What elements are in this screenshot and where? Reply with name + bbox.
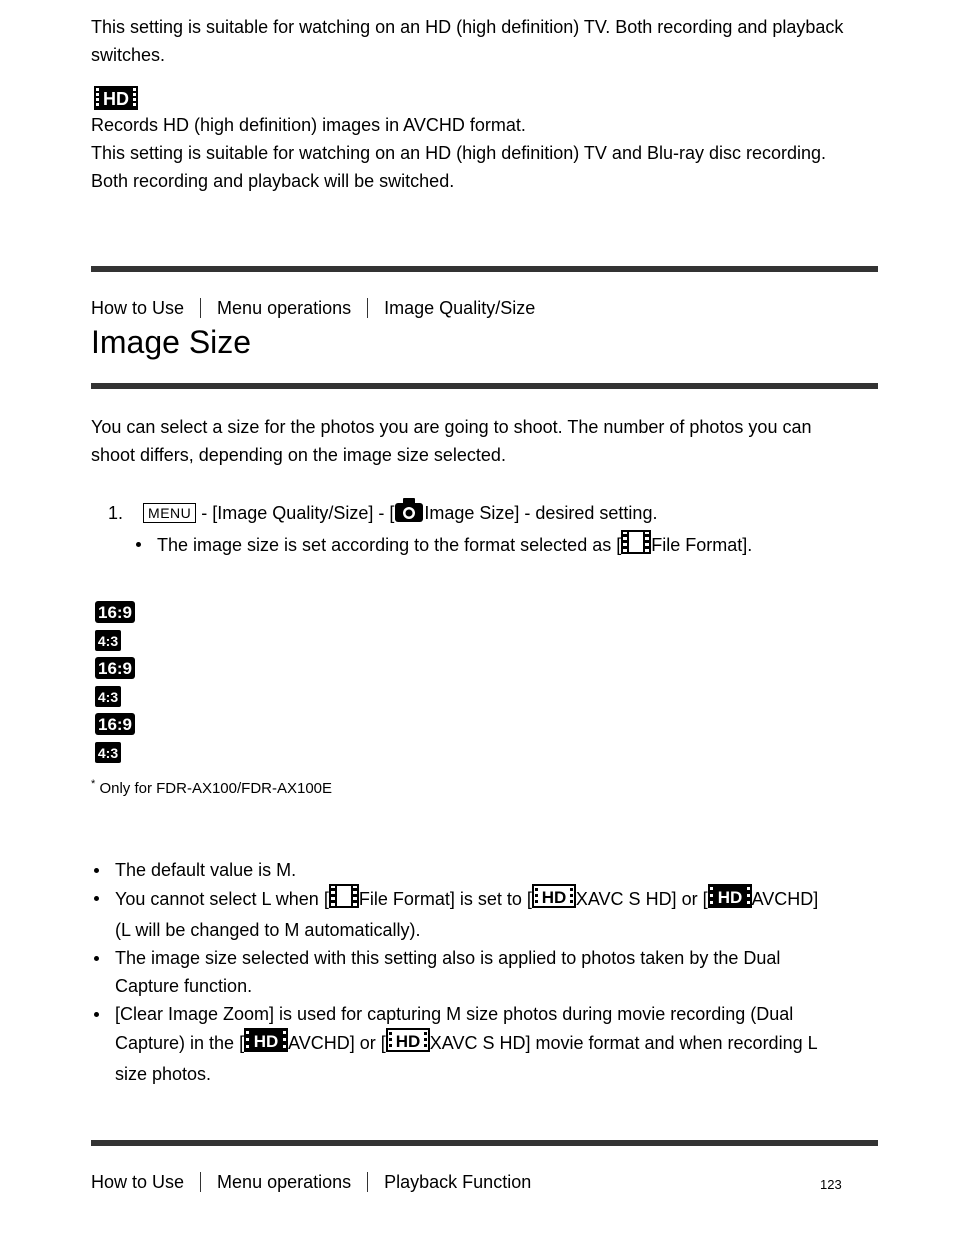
- ratio-label: 4:3: [97, 689, 119, 705]
- hd-outline-icon: [532, 884, 576, 916]
- step-number: 1.: [108, 502, 124, 523]
- step-text-1: - [Image Quality/Size] - [: [196, 502, 395, 523]
- breadcrumb-image-quality[interactable]: Image Quality/Size: [384, 298, 536, 318]
- breadcrumb-menu-operations[interactable]: Menu operations: [217, 298, 352, 318]
- intro-paragraph: [91, 413, 891, 469]
- section-divider-top: [91, 266, 878, 272]
- note-text: File Format] is set to [: [358, 888, 532, 909]
- note-text: XAVC S HD] movie format and when recording L: [429, 1032, 818, 1053]
- film-icon: [329, 884, 359, 916]
- breadcrumb-menu-operations[interactable]: Menu operations: [217, 1172, 352, 1192]
- page-title: Image Size: [91, 324, 252, 360]
- camera-icon: [394, 497, 424, 531]
- breadcrumb-separator: [200, 1172, 201, 1192]
- footer-divider: [91, 1140, 878, 1146]
- svg-text:HD: HD: [717, 888, 742, 907]
- ratio-label: 16:9: [97, 659, 133, 678]
- breadcrumb-how-to-use[interactable]: How to Use: [91, 1172, 185, 1192]
- step-bullet-pre: The image size is set according to the format selected as [: [157, 534, 622, 555]
- film-icon: [621, 530, 651, 562]
- ratio-16-9-icon: [95, 601, 135, 628]
- ratio-label: 16:9: [97, 715, 133, 734]
- intro-line-2: shoot differs, depending on the image size selected.: [91, 445, 506, 465]
- breadcrumb-separator: [200, 298, 201, 318]
- note-text: Capture) in the [: [115, 1032, 245, 1053]
- breadcrumb: [91, 297, 535, 319]
- ratio-label: 16:9: [97, 603, 133, 622]
- hd-desc-3: Both recording and playback will be switched.: [91, 171, 455, 191]
- note-text: size photos.: [115, 1064, 212, 1084]
- breadcrumb-separator: [367, 1172, 368, 1192]
- step-bullet-post: File Format].: [651, 534, 753, 555]
- svg-text:HD: HD: [395, 1032, 421, 1051]
- note-text: Capture function.: [115, 976, 253, 996]
- note-text: [Clear Image Zoom] is used for capturing M size photos during movie recording (Dual: [115, 1004, 794, 1024]
- top-paragraph: [91, 13, 891, 69]
- ratio-16-9-icon: [95, 713, 135, 740]
- title-divider: [91, 383, 878, 389]
- svg-text:HD: HD: [253, 1032, 279, 1051]
- note-text: XAVC S HD] or [: [575, 888, 708, 909]
- note-text: AVCHD]: [751, 888, 819, 909]
- svg-text:HD: HD: [541, 888, 567, 907]
- top-line-2: switches.: [91, 45, 166, 65]
- breadcrumb-separator: [367, 298, 368, 318]
- footnote-text: Only for FDR-AX100/FDR-AX100E: [95, 780, 333, 797]
- ratio-4-3-icon: [95, 742, 121, 768]
- breadcrumb-playback-function[interactable]: Playback Function: [384, 1172, 532, 1192]
- intro-line-1: You can select a size for the photos you are going to shoot. The number of photos you can: [91, 417, 812, 437]
- page-number: 123: [820, 1177, 842, 1192]
- notes-list: [91, 856, 881, 1088]
- ratio-4-3-icon: [95, 630, 121, 656]
- breadcrumb-how-to-use[interactable]: How to Use: [91, 298, 185, 318]
- footer-breadcrumb: [91, 1171, 531, 1193]
- ratio-16-9-icon: [95, 657, 135, 684]
- note-text: (L will be changed to M automatically).: [115, 920, 421, 940]
- hd-desc-1: Records HD (high definition) images in AVCHD format.: [91, 115, 526, 135]
- hd-film-icon: [244, 1028, 288, 1060]
- list-item: [91, 856, 881, 884]
- hd-description: [91, 111, 911, 195]
- step-1: [108, 497, 868, 531]
- step-text-2: Image Size] - desired setting.: [424, 502, 658, 523]
- hd-desc-2: This setting is suitable for watching on an HD (high definition) TV and Blu-ray disc recording.: [91, 143, 827, 163]
- list-item: [91, 944, 881, 1000]
- ratio-4-3-icon: [95, 686, 121, 712]
- menu-key-icon: MENU: [143, 503, 196, 523]
- hd-outline-icon: [386, 1028, 430, 1060]
- top-line-1: This setting is suitable for watching on an HD (high definition) TV. Both recording and playback: [91, 17, 844, 37]
- footnote-mark: *: [91, 778, 96, 790]
- ratio-label: 4:3: [97, 745, 119, 761]
- note-text: AVCHD] or [: [288, 1032, 386, 1053]
- ratio-label: 4:3: [97, 633, 119, 649]
- footnote: [91, 774, 332, 799]
- list-item: [91, 1000, 881, 1088]
- svg-text:HD: HD: [103, 89, 129, 109]
- note-text: The image size selected with this setting also is applied to photos taken by the Dual: [115, 948, 781, 968]
- note-default: The default value is M.: [115, 860, 297, 880]
- hd-film-icon: [708, 884, 752, 916]
- step-bullet-list: [133, 530, 873, 562]
- list-item: [91, 884, 881, 944]
- list-item: [133, 530, 873, 562]
- note-text: You cannot select L when [: [115, 888, 329, 909]
